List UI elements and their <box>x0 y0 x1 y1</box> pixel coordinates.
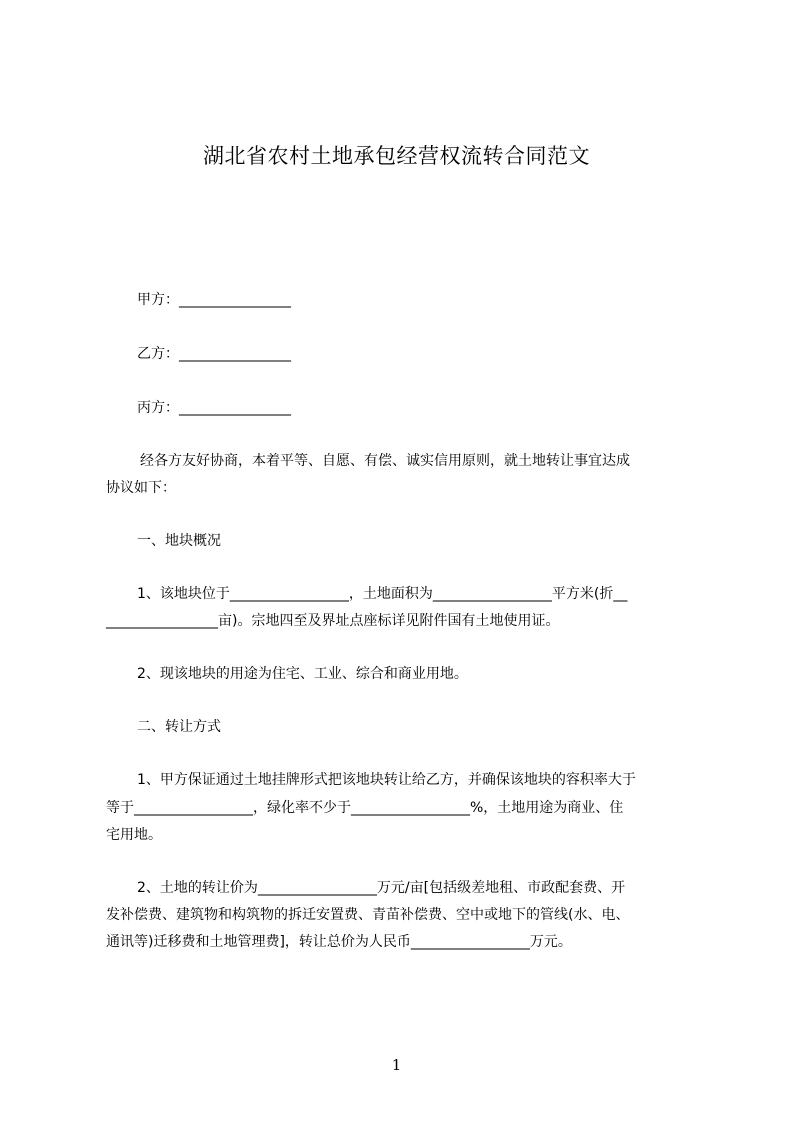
section-2-clause-2-line-1: 2、土地的转让价为_________________万元/亩[包括级差地租、市政配套费、开 <box>137 880 626 896</box>
party-c-line: 丙方：________________ <box>137 400 291 416</box>
document-title: 湖北省农村土地承包经营权流转合同范文 <box>203 144 590 168</box>
section-1-clause-2: 2、现该地块的用途为住宅、工业、综合和商业用地。 <box>137 666 468 682</box>
party-b-line: 乙方：________________ <box>137 346 291 362</box>
page-number: 1 <box>391 1056 402 1074</box>
section-2-clause-1-line-2: 等于_________________，绿化率不少于_________________%，土地用途为商业、住 <box>106 800 624 816</box>
preamble-line-1: 经各方友好协商，本着平等、自愿、有偿、诚实信用原则，就土地转让事宜达成 <box>140 453 630 469</box>
section-1-clause-1-line-2: ________________亩)。宗地四至及界址点座标详见附件国有土地使用证。 <box>106 613 560 629</box>
preamble-line-2: 协议如下： <box>106 480 176 496</box>
section-2-heading: 二、转让方式 <box>137 719 221 735</box>
section-2-clause-1-line-3: 宅用地。 <box>106 827 162 843</box>
section-2-clause-2-line-2: 发补偿费、建筑物和构筑物的拆迁安置费、青苗补偿费、空中或地下的管线(水、电、 <box>106 907 630 923</box>
section-1-heading: 一、地块概况 <box>137 533 221 549</box>
party-a-line: 甲方：________________ <box>137 292 291 308</box>
section-2-clause-1-line-1: 1、甲方保证通过土地挂牌形式把该地块转让给乙方，并确保该地块的容积率大于 <box>137 772 636 788</box>
section-1-clause-1-line-1: 1、该地块位于_________________，土地面积为_________________平方米(折__ <box>137 586 628 602</box>
section-2-clause-2-line-3: 通讯等)迁移费和土地管理费]，转让总价为人民币_________________万元。 <box>106 934 572 950</box>
